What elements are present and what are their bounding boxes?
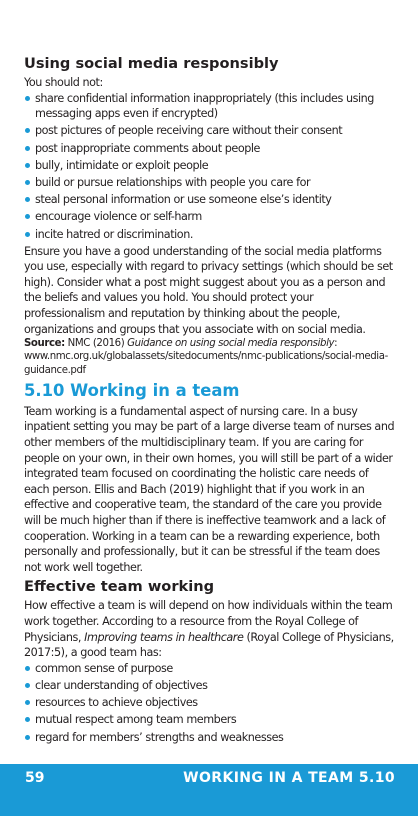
social-media-heading: Using social media responsibly [24,55,279,72]
section-heading: 5.10 Working in a team [24,380,240,400]
list-item: steal personal information or use someone else’s identity [24,192,396,208]
source-citation [24,337,396,377]
bullet-icon [25,96,30,101]
bullet-icon [25,700,30,705]
list-item: common sense of purpose [24,661,396,677]
social-media-intro: You should not: [24,76,103,89]
bullet-icon [25,180,30,185]
bullet-icon [25,214,30,219]
source-title: Guidance on using social media responsibly [127,338,335,350]
bullet-icon [25,683,30,688]
list-item: post inappropriate comments about people [24,141,396,157]
social-media-list [24,91,396,243]
source-label: Source: [24,338,65,350]
page-footer [0,764,418,816]
source-url: : www.nmc.org.uk/globalassets/sitedocuments/nmc-publications/social-media-guidance.pdf [24,338,388,376]
bullet-icon [25,146,30,151]
effective-heading: Effective team working [24,578,215,596]
good-team-list [24,661,396,745]
bullet-icon [25,163,30,168]
list-item: encourage violence or self-harm [24,209,396,225]
list-item: regard for members’ strengths and weaknesses [24,730,396,746]
section-paragraph: Team working is a fundamental aspect of nursing care. In a busy inpatient setting you may be part of a large diverse team of nurses and other members of the multidisciplinary team. If you are caring for people on your own, in their own homes, you will still be part of a wider integrated team focused on coordinating the holistic care needs of each person. Ellis and Bach (2019) highlight that if you work in an effective and cooperative team, the standard of the care you provide will be much higher than if there is ineffective teamwork and a lack of cooperation. Working in a team can be a rewarding experience, both personally and professionally, but it can be stressful if the team does not work well together. [24,404,395,574]
list-item: build or pursue relationships with people you care for [24,175,396,191]
list-item: incite hatred or discrimination. [24,227,396,243]
bullet-icon [25,128,30,133]
running-head: WORKING IN A TEAM 5.10 [183,770,395,786]
bullet-icon [25,197,30,202]
bullet-icon [25,666,30,671]
page-number: 59 [25,770,45,786]
bullet-icon [25,717,30,722]
list-item: clear understanding of objectives [24,678,396,694]
bullet-icon [25,232,30,237]
resource-title: Improving teams in healthcare [84,630,244,644]
list-item: bully, intimidate or exploit people [24,158,396,174]
list-item: resources to achieve objectives [24,695,396,711]
bullet-icon [25,735,30,740]
list-item: post pictures of people receiving care without their consent [24,123,396,139]
list-item: share confidential information inappropriately (this includes using messaging apps even if encrypted) [24,91,396,122]
effective-paragraph: How effective a team is will depend on how individuals within the team work together. According to a resource from the Royal College of Physicians, Improving teams in healthcare (Royal College of Physicians, 2017:5), a good team has: [24,599,394,660]
social-media-paragraph: Ensure you have a good understanding of the social media platforms you use, especially with regard to privacy settings (which should be set high). Consider what a post might suggest about you as a person and the beliefs and values you hold. You should protect your professionalism and reputation by thinking about the people, organizations and groups that you associate with on social media. [24,244,393,336]
source-pre: NMC (2016) [64,338,128,350]
list-item: mutual respect among team members [24,712,396,728]
page-content [24,54,396,747]
